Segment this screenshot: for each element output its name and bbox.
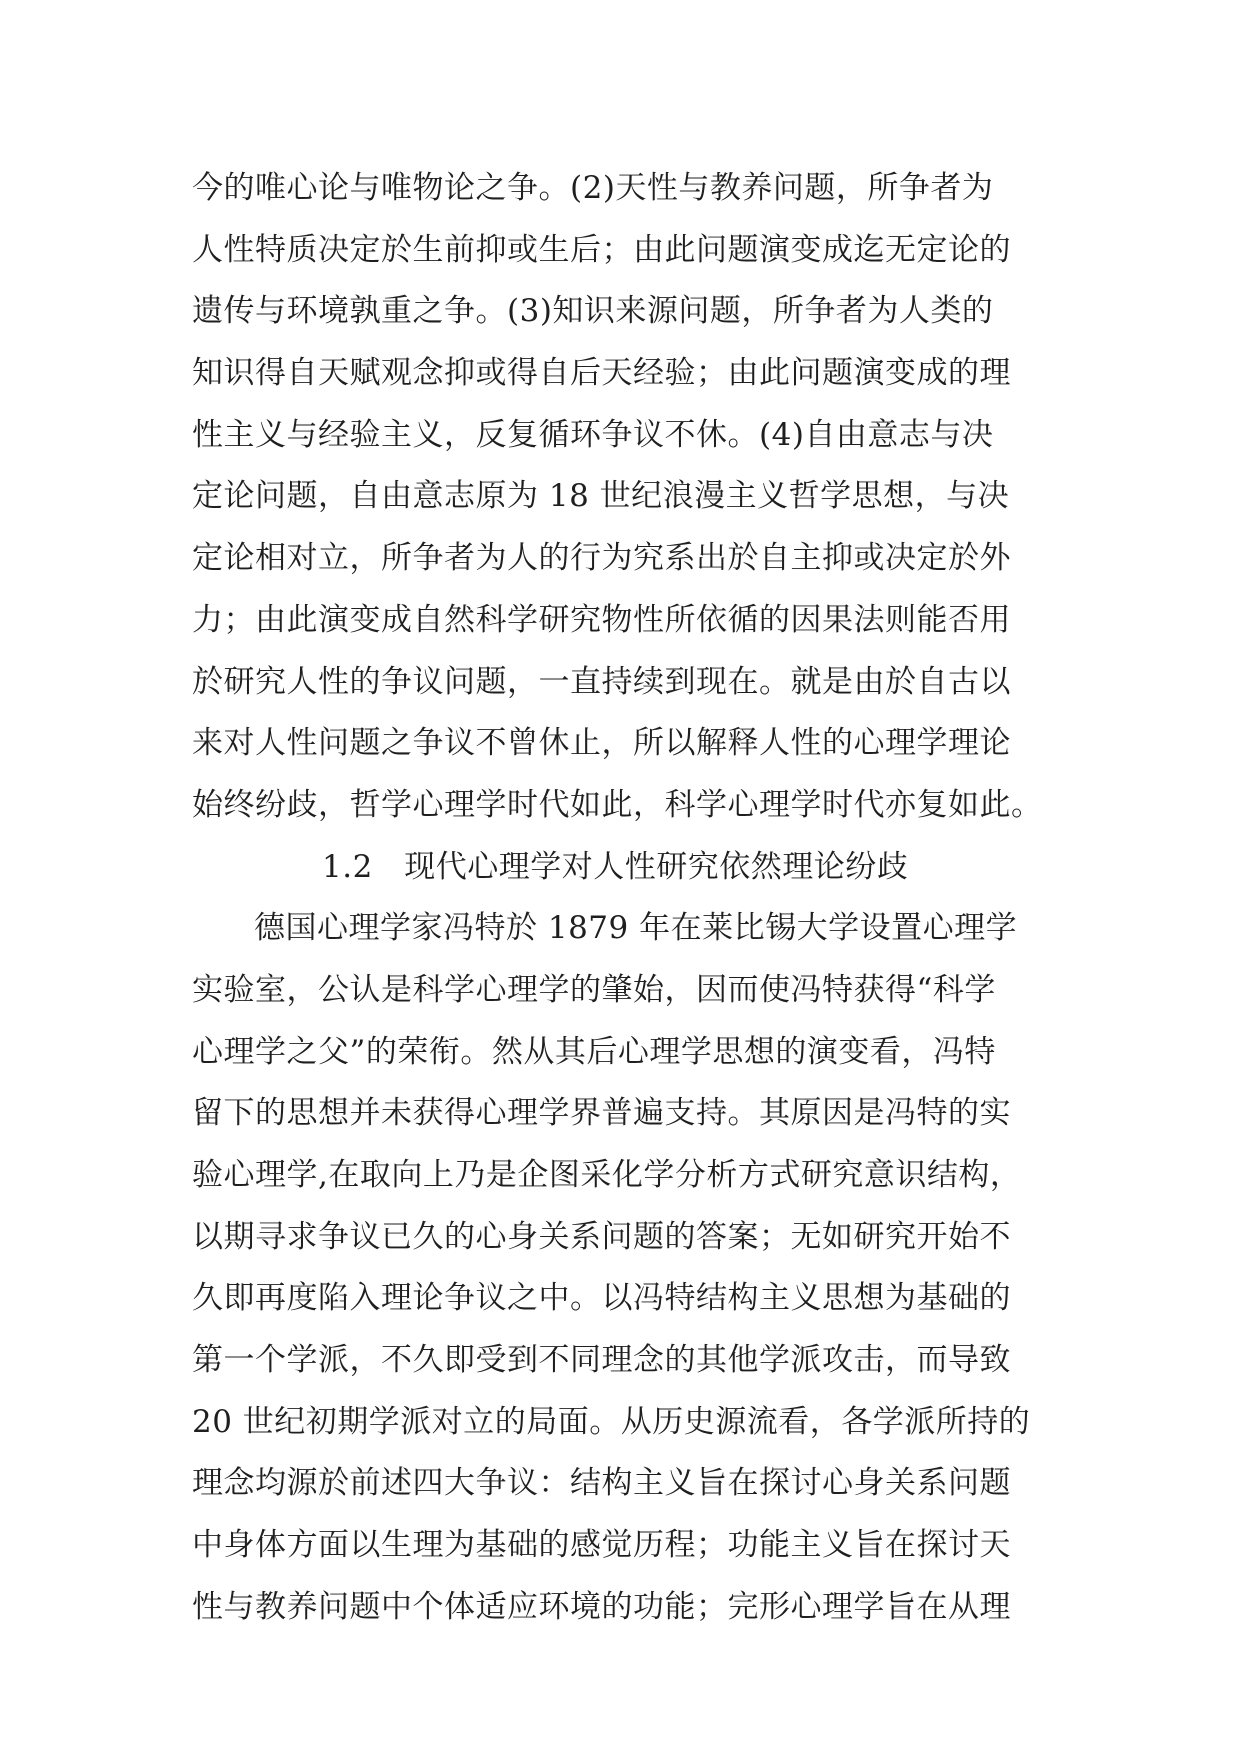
text-line-21: 20 世纪初期学派对立的局面。从历史源流看，各学派所持的 — [192, 1403, 1031, 1440]
text-line-5: 性主义与经验主义，反复循环争议不休。(4)自由意志与决 — [192, 416, 994, 453]
text-line-18: 以期寻求争议已久的心身关系问题的答案；无如研究开始不 — [192, 1218, 1011, 1255]
section-heading: 1.2 现代心理学对人性研究依然理论纷歧 — [322, 848, 909, 885]
text-line-16: 留下的思想并未获得心理学界普遍支持。其原因是冯特的实 — [192, 1095, 1011, 1132]
text-line-8: 力；由此演变成自然科学研究物性所依循的因果法则能否用 — [192, 601, 1011, 638]
text-line-15: 心理学之父”的荣衔。然从其后心理学思想的演变看，冯特 — [192, 1033, 996, 1070]
text-line-3: 遗传与环境孰重之争。(3)知识来源问题，所争者为人类的 — [192, 293, 994, 330]
text-body — [192, 158, 1052, 1639]
text-line-17: 验心理学,在取向上乃是企图采化学分析方式研究意识结构， — [192, 1157, 1022, 1193]
text-line-6: 定论问题，自由意志原为 18 世纪浪漫主义哲学思想，与决 — [192, 478, 1010, 515]
text-line-24: 性与教养问题中个体适应环境的功能；完形心理学旨在从理 — [192, 1588, 1011, 1625]
text-line-11: 始终纷歧，哲学心理学时代如此，科学心理学时代亦复如此。 — [192, 786, 1043, 823]
text-line-4: 知识得自天赋观念抑或得自后天经验；由此问题演变成的理 — [192, 355, 1011, 392]
text-line-14: 实验室，公认是科学心理学的肇始，因而使冯特获得“科学 — [192, 971, 996, 1008]
text-line-20: 第一个学派，不久即受到不同理念的其他学派攻击，而导致 — [192, 1342, 1011, 1379]
paragraph-first-line: 德国心理学家冯特於 1879 年在莱比锡大学设置心理学 — [254, 910, 1018, 947]
text-line-22: 理念均源於前述四大争议：结构主义旨在探讨心身关系问题 — [192, 1465, 1011, 1502]
text-line-19: 久即再度陷入理论争议之中。以冯特结构主义思想为基础的 — [192, 1280, 1011, 1317]
text-line-2: 人性特质决定於生前抑或生后；由此问题演变成迄无定论的 — [192, 231, 1011, 268]
text-line-7: 定论相对立，所争者为人的行为究系出於自主抑或决定於外 — [192, 540, 1011, 577]
text-line-10: 来对人性问题之争议不曾休止，所以解释人性的心理学理论 — [192, 725, 1011, 762]
text-line-9: 於研究人性的争议问题，一直持续到现在。就是由於自古以 — [192, 663, 1011, 700]
text-line-1: 今的唯心论与唯物论之争。(2)天性与教养问题，所争者为 — [192, 170, 994, 206]
text-line-23: 中身体方面以生理为基础的感觉历程；功能主义旨在探讨天 — [192, 1527, 1011, 1564]
